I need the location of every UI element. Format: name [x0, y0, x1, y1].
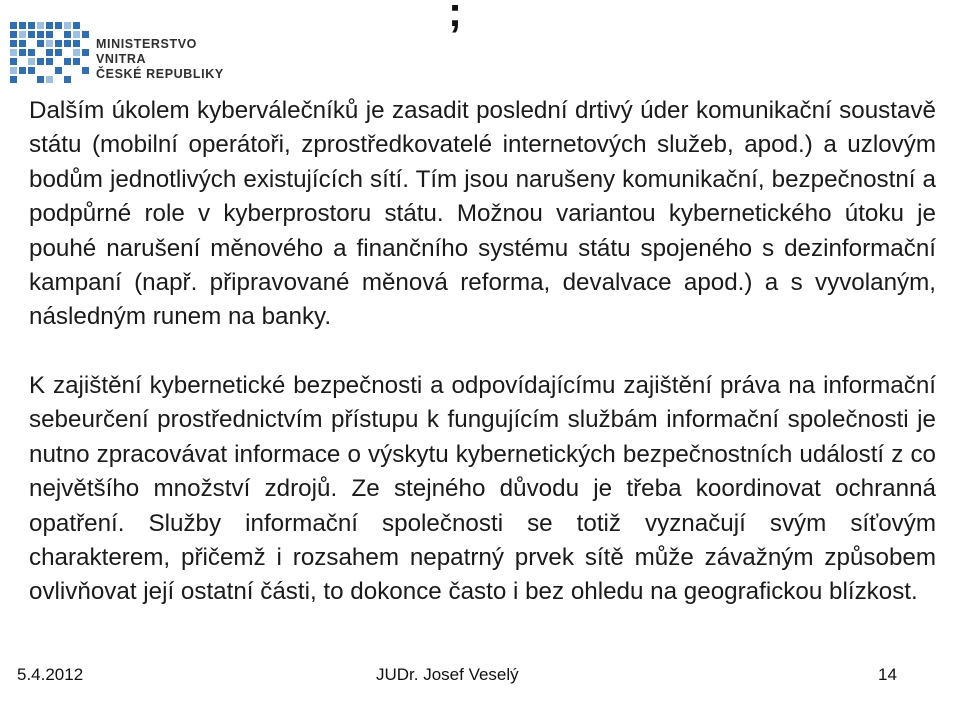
footer-date: 5.4.2012	[17, 665, 84, 684]
body-paragraph-2: K zajištění kybernetické bezpečnosti a odpovídajícímu zajištění práva na informační sebeurčení prostřednictvím přístupu k fungujícím službám informační společnosti je nutno zpracovávat informace o výskytu kybernetických bezpečnostních událostí z co největšího množství zdrojů. Ze stejného důvodu je třeba koordinovat ochranná opatření. Služby informační společnosti se totiž vyznačují svým síťovým charakterem, přičemž i rozsahem nepatrný prvek sítě může závažným způsobem ovlivňovat její ostatní části, to dokonce často i bez ohledu na geografickou blízkost.	[29, 372, 936, 606]
footer-page-number: 14	[878, 665, 897, 684]
logo-line-1: MINISTERSTVO VNITRA	[96, 37, 197, 66]
ministry-logo-mark-icon	[10, 22, 90, 84]
header-mark: ;	[448, 0, 462, 35]
logo-line-2: ČESKÉ REPUBLIKY	[96, 67, 224, 81]
footer-author: JUDr. Josef Veselý	[376, 665, 519, 684]
ministry-logo	[10, 22, 240, 84]
body-paragraph-1: Dalším úkolem kyberválečníků je zasadit poslední drtivý úder komunikační soustavě státu (mobilní operátoři, zprostředkovatelé internetových služeb, apod.) a uzlovým bodům jednotlivých existujících sítí. Tím jsou narušeny komunikační, bezpečnostní a podpůrné role v kyberprostoru státu. Možnou variantou kybernetického útoku je pouhé narušení měnového a finančního systému státu spojeného s dezinformační kampaní (např. připravované měnová reforma, devalvace apod.) a s vyvolaným, následným runem na banky.	[29, 97, 936, 331]
ministry-logo-text	[96, 37, 240, 82]
